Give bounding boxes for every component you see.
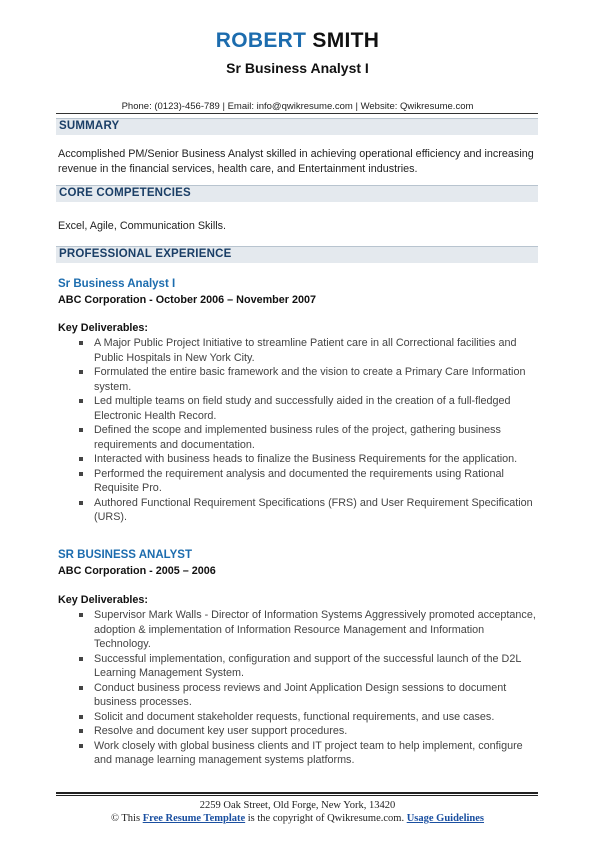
competencies-text: Excel, Agile, Communication Skills.: [58, 220, 227, 232]
job-company-dates: ABC Corporation - 2005 – 2006: [58, 565, 216, 577]
usage-guidelines-link[interactable]: Usage Guidelines: [406, 813, 485, 824]
experience-heading: PROFESSIONAL EXPERIENCE: [59, 248, 232, 260]
list-item: Supervisor Mark Walls - Director of Information Systems Aggressively promoted acceptance, adoption & implementation of Information Resource Management and Information Technology.: [58, 608, 538, 652]
footer-divider: [56, 792, 538, 794]
list-item: Resolve and document key user support procedures.: [58, 724, 538, 739]
copyright-middle: is the copyright of Qwikresume.com.: [245, 813, 407, 824]
footer-divider-thin: [56, 795, 538, 796]
free-resume-template-link[interactable]: Free Resume Template: [142, 813, 246, 824]
job-title: Sr Business Analyst I: [58, 278, 176, 290]
key-deliverables-label: Key Deliverables:: [58, 594, 149, 606]
key-deliverables-label: Key Deliverables:: [58, 322, 149, 334]
summary-heading: SUMMARY: [59, 120, 120, 132]
footer-copyright: [0, 813, 595, 824]
list-item: Conduct business process reviews and Joint Application Design sessions to document business processes.: [58, 681, 538, 710]
list-item: Formulated the entire basic framework and the vision to create a Primary Care Information system.: [58, 365, 538, 394]
last-name: SMITH: [312, 29, 380, 52]
list-item: Authored Functional Requirement Specifications (FRS) and User Requirement Specification (URS).: [58, 496, 538, 525]
list-item: Interacted with business heads to finalize the Business Requirements for the application.: [58, 452, 538, 467]
job-bullets: [58, 336, 538, 525]
contact-line: Phone: (0123)-456-789 | Email: info@qwikresume.com | Website: Qwikresume.com: [121, 101, 474, 112]
list-item: Performed the requirement analysis and documented the requirements using Rational Requisite Pro.: [58, 467, 538, 496]
list-item: Work closely with global business clients and IT project team to help implement, configure and manage learning management systems platforms.: [58, 739, 538, 768]
candidate-name: [0, 29, 595, 53]
footer-address: 2259 Oak Street, Old Forge, New York, 13420: [199, 800, 396, 811]
first-name: ROBERT: [215, 29, 307, 52]
summary-section-header: [56, 118, 538, 135]
list-item: Solicit and document stakeholder requests, functional requirements, and use cases.: [58, 710, 538, 725]
candidate-title: Sr Business Analyst I: [226, 60, 369, 76]
competencies-heading: CORE COMPETENCIES: [59, 187, 191, 199]
job-bullets: [58, 608, 538, 768]
header-divider: [56, 113, 538, 114]
copyright-prefix: © This: [110, 813, 143, 824]
list-item: Defined the scope and implemented business rules of the project, gathering business requirements and documentation.: [58, 423, 538, 452]
summary-text: Accomplished PM/Senior Business Analyst skilled in achieving operational efficiency and increasing revenue in the financial services, health care, and Entertainment industries.: [58, 148, 534, 175]
job-title: SR BUSINESS ANALYST: [58, 549, 192, 561]
competencies-section-header: [56, 185, 538, 202]
list-item: Led multiple teams on field study and successfully aided in the creation of a full-fledged Electronic Health Record.: [58, 394, 538, 423]
experience-section-header: [56, 246, 538, 263]
list-item: A Major Public Project Initiative to streamline Patient care in all Correctional facilities and Public Hospitals in New York City.: [58, 336, 538, 365]
list-item: Successful implementation, configuration and support of the successful launch of the D2L Learning Management System.: [58, 652, 538, 681]
job-company-dates: ABC Corporation - October 2006 – November 2007: [58, 294, 317, 306]
